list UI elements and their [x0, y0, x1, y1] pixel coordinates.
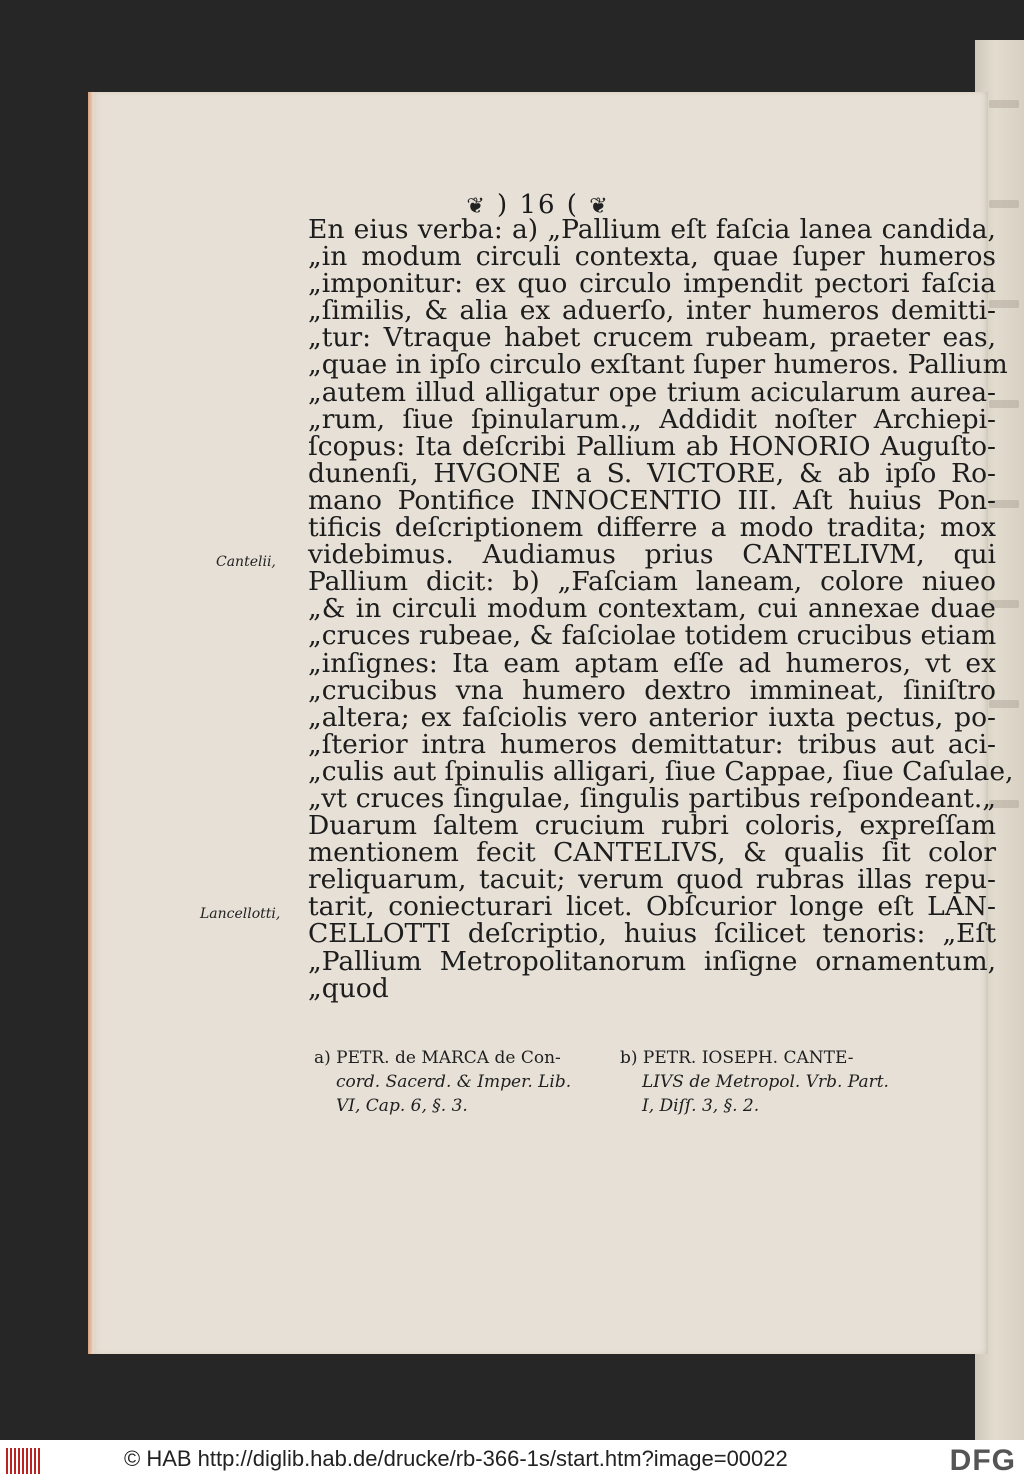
footnote-a — [314, 1046, 571, 1118]
footnote-line: I, Diſſ. 3, §. 2. — [642, 1096, 760, 1116]
text-line: En eius verba: a) „Pallium eſt faſcia lanea candida, — [308, 214, 996, 245]
text-line: „quae in ipſo circulo exſtant ſuper humeros. Pallium — [308, 349, 1008, 381]
text-line: „culis aut ſpinulis alligari, ſiue Cappae, ſiue Caſulae, — [308, 755, 1014, 787]
source-link[interactable]: © HAB http://diglib.hab.de/drucke/rb-366-1s/start.htm?image=00022 — [124, 1446, 788, 1471]
viewer-footer — [0, 1440, 1024, 1482]
text-line: Pallium dicit: b) „Faſciam laneam, colore niueo — [308, 566, 996, 598]
page-number: ) 16 ( — [497, 190, 579, 220]
text-line: „autem illud alligatur ope trium acicularum aurea- — [308, 376, 996, 408]
text-line: tificis deſcriptionem differre a modo tradita; mox — [308, 512, 996, 544]
text-line: „vt cruces ſingulae, ſingulis partibus reſpondeant.„ — [308, 782, 996, 814]
text-line: tarit, coniecturari licet. Obſcurior longe eſt LAN- — [308, 891, 996, 923]
footnote-line: cord. Sacerd. & Imper. Lib. — [336, 1072, 572, 1092]
text-line: „crucibus vna humero dextro immineat, ſiniſtro — [308, 674, 996, 706]
text-line: Duarum ſaltem crucium rubri coloris, expreſſam — [308, 810, 996, 842]
text-line: mentionem fecit CANTELIVS, & qualis ſit color — [308, 837, 996, 869]
text-line: „cruces rubeae, & faſciolae totidem crucibus etiam — [308, 620, 997, 652]
footnote-line: VI, Cap. 6, §. 3. — [336, 1096, 468, 1116]
text-line: „altera; ex faſciolis vero anterior iuxta pectus, po- — [308, 701, 996, 733]
text-line: mano Pontifice INNOCENTIO III. Aſt huius Pon- — [308, 484, 996, 516]
text-line: „rum, ſiue ſpinularum.„ Addidit noſter Archiepi- — [308, 403, 996, 435]
text-line: „ſterior intra humeros demittatur: tribus aut aci- — [308, 728, 996, 760]
hab-logo-icon — [6, 1448, 40, 1474]
text-line: „tur: Vtraque habet crucem rubeam, praeter eas, — [308, 322, 996, 354]
text-line: videbimus. Audiamus prius CANTELIVM, qui — [308, 539, 996, 571]
text-line: ſcopus: Ita deſcribi Pallium ab HONORIO Auguſto- — [308, 430, 996, 462]
text-line: „in modum circuli contexta, quae ſuper humeros — [308, 241, 996, 273]
footnote-line: a) PETR. de MARCA de Con- — [314, 1048, 561, 1068]
ornament-right-icon: ❦ — [589, 194, 610, 219]
text-line: „imponitur: ex quo circulo impendit pectori faſcia — [308, 268, 996, 300]
text-line: „inſignes: Ita eam aptam eſſe ad humeros, vt ex — [308, 647, 996, 679]
text-line: reliquarum, tacuit; verum quod rubras illas repu- — [308, 864, 996, 896]
footnote-b — [620, 1046, 889, 1118]
ornament-left-icon: ❦ — [466, 194, 487, 219]
main-text-block — [308, 214, 1014, 1004]
footnote-line: LIVS de Metropol. Vrb. Part. — [642, 1072, 889, 1092]
book-page — [88, 92, 1014, 1354]
text-line: „Pallium Metropolitanorum inſigne ornamentum, — [308, 945, 996, 977]
margin-note-lancellotti: Lancellotti, — [200, 906, 281, 922]
margin-note-cantelii: Cantelii, — [216, 554, 276, 570]
text-line: „ſimilis, & alia ex aduerſo, inter humeros demitti- — [308, 295, 996, 327]
dfg-logo: DFG — [949, 1444, 1016, 1477]
text-line: dunenſi, HVGONE a S. VICTORE, & ab ipſo Ro- — [308, 457, 996, 489]
text-line: „quod — [308, 972, 389, 1004]
text-line: „& in circuli modum contextam, cui annexae duae — [308, 593, 996, 625]
text-line: CELLOTTI deſcriptio, huius ſcilicet tenoris: „Eſt — [308, 918, 996, 950]
footnote-line: b) PETR. IOSEPH. CANTE- — [620, 1048, 854, 1068]
